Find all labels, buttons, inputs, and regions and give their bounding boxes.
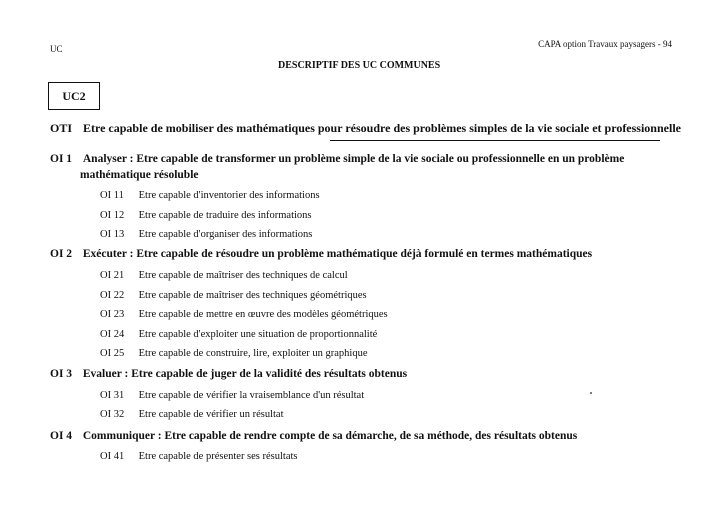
objective-label: Evaluer : <box>82 368 129 380</box>
sub-objective-25 <box>100 348 368 359</box>
scan-speck <box>590 392 592 394</box>
sub-objective-32 <box>100 409 284 420</box>
objective-1-continuation: mathématique résoluble <box>80 169 199 181</box>
objective-label: Analyser : <box>82 153 134 165</box>
objective-text: Etre capable de rendre compte de sa démarche, de sa méthode, des résultats obtenus <box>164 430 578 442</box>
header-left: UC <box>50 44 63 54</box>
document-title: DESCRIPTIF DES UC COMMUNES <box>278 60 441 71</box>
sub-objective-text: Etre capable de vérifier un résultat <box>138 409 284 420</box>
sub-objective-code: OI 21 <box>100 270 125 281</box>
sub-objective-code: OI 11 <box>100 190 124 201</box>
objective-label: Exécuter : <box>82 248 134 260</box>
sub-objective-code: OI 22 <box>100 290 125 301</box>
sub-objective-text: Etre capable d'exploiter une situation de proportionnalité <box>138 329 378 340</box>
terminal-objective-underline <box>330 140 660 141</box>
sub-objective-code: OI 24 <box>100 329 125 340</box>
sub-objective-code: OI 25 <box>100 348 125 359</box>
objective-4 <box>50 430 577 442</box>
terminal-objective-code: OTI <box>50 121 73 135</box>
sub-objective-text: Etre capable d'organiser des informations <box>138 229 313 240</box>
objective-code: OI 1 <box>50 153 73 165</box>
objective-text: Etre capable de juger de la validité des résultats obtenus <box>131 368 408 380</box>
sub-objective-text: Etre capable de vérifier la vraisemblance d'un résultat <box>138 390 365 401</box>
sub-objective-code: OI 31 <box>100 390 125 401</box>
sub-objective-code: OI 12 <box>100 210 125 221</box>
sub-objective-text: Etre capable de mettre en œuvre des modèles géométriques <box>138 309 388 320</box>
objective-2 <box>50 248 592 260</box>
objective-text: Etre capable de résoudre un problème mathématique déjà formulé en termes mathématiques <box>136 248 593 260</box>
sub-objective-24 <box>100 329 377 340</box>
sub-objective-text: Etre capable de maîtriser des techniques géométriques <box>138 290 367 301</box>
objective-1 <box>50 153 624 165</box>
sub-objective-41 <box>100 451 298 462</box>
sub-objective-text: Etre capable d'inventorier des informations <box>138 190 320 201</box>
sub-objective-code: OI 23 <box>100 309 125 320</box>
sub-objective-text: Etre capable de construire, lire, exploiter un graphique <box>138 348 368 359</box>
sub-objective-12 <box>100 210 312 221</box>
objective-code: OI 2 <box>50 248 73 260</box>
objective-code: OI 3 <box>50 368 73 380</box>
sub-objective-31 <box>100 390 364 401</box>
sub-objective-11 <box>100 190 320 201</box>
objective-code: OI 4 <box>50 430 73 442</box>
sub-objective-23 <box>100 309 388 320</box>
terminal-objective <box>50 121 681 136</box>
sub-objective-21 <box>100 270 348 281</box>
sub-objective-text: Etre capable de maîtriser des techniques de calcul <box>138 270 348 281</box>
sub-objective-13 <box>100 229 312 240</box>
terminal-objective-text: Etre capable de mobiliser des mathématiques pour résoudre des problèmes simples de la vie sociale et professionnelle <box>83 121 681 135</box>
uc-box <box>48 82 100 110</box>
sub-objective-code: OI 13 <box>100 229 125 240</box>
sub-objective-22 <box>100 290 367 301</box>
uc-box-label: UC2 <box>62 88 86 103</box>
objective-label: Communiquer : <box>82 430 162 442</box>
sub-objective-code: OI 41 <box>100 451 125 462</box>
sub-objective-text: Etre capable de traduire des informations <box>138 210 312 221</box>
objective-text: Etre capable de transformer un problème simple de la vie sociale ou professionnelle en un problème <box>136 153 625 165</box>
objective-3 <box>50 368 407 380</box>
sub-objective-text: Etre capable de présenter ses résultats <box>138 451 298 462</box>
sub-objective-code: OI 32 <box>100 409 125 420</box>
header-right: CAPA option Travaux paysagers - 94 <box>538 39 672 49</box>
